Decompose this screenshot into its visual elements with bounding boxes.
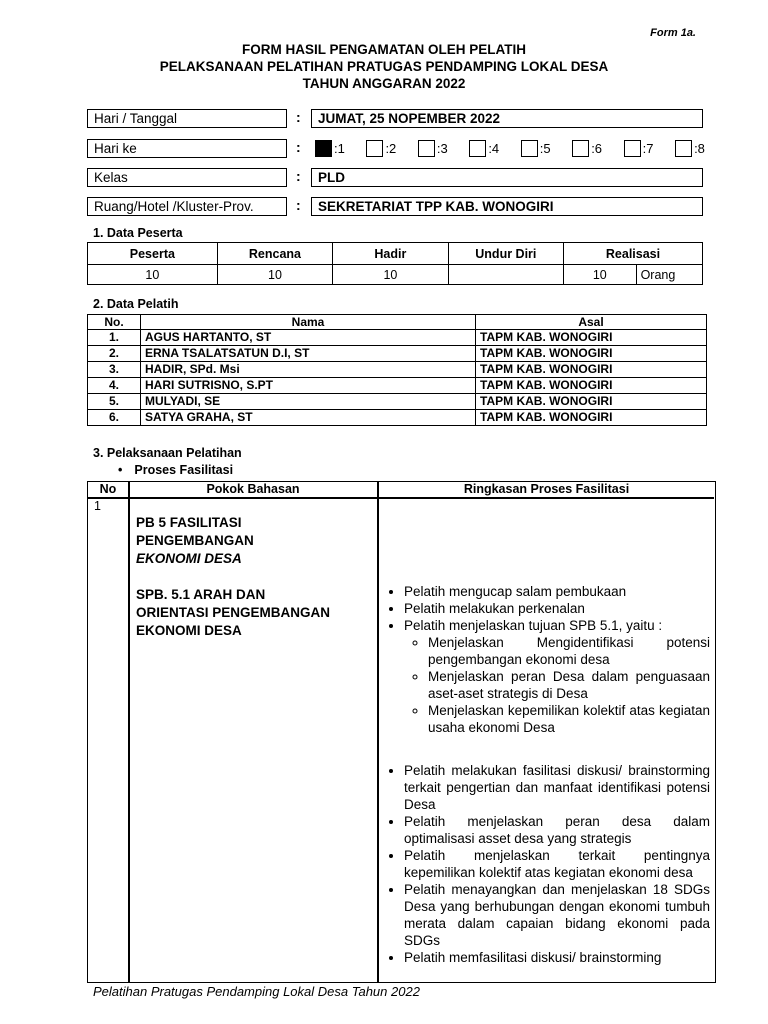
row-asal: TAPM KAB. WONOGIRI [476,330,707,346]
pelatih-table [87,314,707,426]
day-checkbox[interactable] [572,138,602,158]
pokok-bahasan [136,514,372,640]
list-item: • Pelatih menjelaskan peran desa dalam optimalisasi asset desa yang strategis [404,813,710,847]
row-asal: TAPM KAB. WONOGIRI [476,362,707,378]
checkbox-icon [521,140,538,157]
hadir-header: Hadir [333,243,448,265]
ruang-field[interactable]: SEKRETARIAT TPP KAB. WONOGIRI [311,197,703,216]
realisasi-unit: Orang [636,265,702,285]
peserta-header: Peserta [88,243,218,265]
undur-diri-header: Undur Diri [448,243,563,265]
day-label: :2 [385,140,397,156]
row-no: 5. [88,394,141,410]
row-no: 3. [88,362,141,378]
list-item: • Pelatih menayangkan dan menjelaskan 18 SDGs Desa yang berhubungan dengan ekonomi tumbuh merata dalam capaian bidang ekonomi pada SDGs [404,881,710,949]
hari-tanggal-label: Hari / Tanggal [87,109,287,128]
day-checkbox[interactable] [418,138,448,158]
row-asal: TAPM KAB. WONOGIRI [476,346,707,362]
day-label: :3 [436,140,448,156]
colon: : [296,197,301,213]
row-no: 4. [88,378,141,394]
realisasi-header: Realisasi [564,243,703,265]
list-item: • Pelatih melakukan fasilitasi diskusi/ brainstorming terkait pengertian dan manfaat identifikasi potensi Desa [404,762,710,813]
colon: : [296,109,301,125]
row-nama: HADIR, SPd. Msi [141,362,476,378]
pb-title-line: EKONOMI DESA [136,551,242,566]
peserta-value: 10 [88,265,218,285]
day-label: :5 [539,140,551,156]
row-nama: MULYADI, SE [141,394,476,410]
row-asal: TAPM KAB. WONOGIRI [476,394,707,410]
ringkasan-header: Ringkasan Proses Fasilitasi [463,482,630,496]
colon: : [296,139,301,155]
checkbox-checked-icon [315,140,332,157]
hari-tanggal-field[interactable]: JUMAT, 25 NOPEMBER 2022 [311,109,703,128]
row-no: 6. [88,410,141,426]
day-checkbox[interactable] [315,138,345,158]
row-nama: ERNA TSALATSATUN D.I, ST [141,346,476,362]
row-asal: TAPM KAB. WONOGIRI [476,410,707,426]
ringkasan-proses [384,583,710,966]
day-checkbox[interactable] [469,138,499,158]
form-title-line1: FORM HASIL PENGAMATAN OLEH PELATIH [242,42,526,57]
footer-text: Pelatihan Pratugas Pendamping Lokal Desa Tahun 2022 [93,984,420,999]
pb-title-line: PB 5 FASILITASI [136,515,242,530]
asal-header: Asal [476,315,707,330]
nama-header: Nama [141,315,476,330]
spb-title-line: EKONOMI DESA [136,623,242,638]
row-nama: SATYA GRAHA, ST [141,410,476,426]
row-nama: AGUS HARTANTO, ST [141,330,476,346]
row-no: 1 [94,499,101,513]
sub-list-item: ◦ Menjelaskan peran Desa dalam penguasaan aset-aset strategis di Desa [428,668,710,702]
checkbox-icon [624,140,641,157]
form-title-line2: PELAKSANAAN PELATIHAN PRATUGAS PENDAMPING LOKAL DESA [159,59,609,74]
rencana-value: 10 [217,265,332,285]
day-label: :7 [642,140,654,156]
day-label: :6 [591,140,603,156]
ruang-label: Ruang/Hotel /Kluster-Prov. [87,197,287,216]
pb-title-line: PENGEMBANGAN [136,533,254,548]
spb-title-line: SPB. 5.1 ARAH DAN [136,587,266,602]
no-header: No. [88,315,141,330]
day-label: :4 [488,140,500,156]
spb-title-line: ORIENTASI PENGEMBANGAN [136,605,331,620]
section-data-peserta: 1. Data Peserta [93,226,183,240]
sub-list-item: ◦ Menjelaskan Mengidentifikasi potensi pengembangan ekonomi desa [428,634,710,668]
bullet-icon: • [118,463,123,477]
list-item [404,617,710,736]
day-checkbox[interactable] [675,138,705,158]
table-row [88,378,707,394]
day-checkbox[interactable] [624,138,654,158]
hari-ke-checkboxes [315,138,705,158]
row-no: 2. [88,346,141,362]
row-nama: HARI SUTRISNO, S.PT [141,378,476,394]
day-checkbox[interactable] [521,138,551,158]
sub-heading-proses [118,463,233,477]
section-pelaksanaan: 3. Pelaksanaan Pelatihan [93,446,242,460]
hari-ke-label: Hari ke [87,139,287,158]
rencana-header: Rencana [217,243,332,265]
table-row [88,346,707,362]
sub-list-item: ◦ Menjelaskan kepemilikan kolektif atas kegiatan usaha ekonomi Desa [428,702,710,736]
hadir-value: 10 [333,265,448,285]
table-row [88,330,707,346]
realisasi-value: 10 [564,265,637,285]
peserta-table [87,242,703,285]
day-label: :8 [694,140,705,156]
checkbox-icon [366,140,383,157]
list-item-text: Pelatih menjelaskan tujuan SPB 5.1, yaitu : [404,618,663,633]
list-item: • Pelatih menjelaskan terkait pentingnya kepemilikan kolektif atas kegiatan ekonomi desa [404,847,710,881]
kelas-label: Kelas [87,168,287,187]
table-row [88,362,707,378]
form-code: Form 1a. [650,27,696,39]
no-header: No [99,482,117,496]
table-row [88,410,707,426]
colon: : [296,168,301,184]
list-item: • Pelatih memfasilitasi diskusi/ brainstorming [404,949,710,966]
table-row [88,394,707,410]
list-item: • Pelatih mengucap salam pembukaan [404,583,710,600]
checkbox-icon [418,140,435,157]
row-asal: TAPM KAB. WONOGIRI [476,378,707,394]
row-no: 1. [88,330,141,346]
form-title-line3: TAHUN ANGGARAN 2022 [302,76,466,91]
kelas-field[interactable]: PLD [311,168,703,187]
fasilitasi-table [87,481,716,983]
list-item: • Pelatih melakukan perkenalan [404,600,710,617]
pokok-bahasan-header: Pokok Bahasan [206,482,300,496]
undur-diri-value [448,265,563,285]
day-checkbox[interactable] [366,138,396,158]
day-label: :1 [334,140,345,156]
checkbox-icon [675,140,692,157]
section-data-pelatih: 2. Data Pelatih [93,297,179,311]
proses-fasilitasi-label: Proses Fasilitasi [134,463,234,477]
checkbox-icon [572,140,589,157]
checkbox-icon [469,140,486,157]
